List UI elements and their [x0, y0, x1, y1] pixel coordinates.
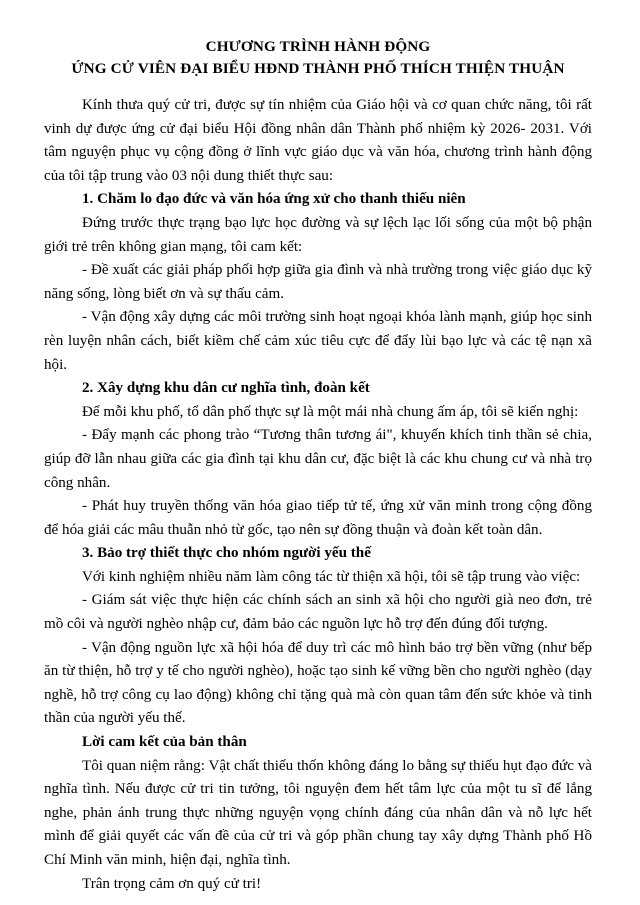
section-2-lead: Để mỗi khu phố, tổ dân phố thực sự là một mái nhà chung ấm áp, tôi sẽ kiến nghị: [82, 403, 579, 420]
intro-paragraph: Kính thưa quý cử tri, được sự tín nhiệm của Giáo hội và cơ quan chức năng, tôi rất vinh dự được ứng cử đại biểu Hội đồng nhân dân Thành phố nhiệm kỳ 2026- 2031. Với tâm nguyện phục vụ cộng đồng ở lĩnh vực giáo dục và văn hóa, chương trình hành động của tôi tập trung vào 03 nội dung thiết thực sau: [44, 97, 592, 184]
section-3-bullet-1: - Giám sát việc thực hiện các chính sách an sinh xã hội cho người già neo đơn, trẻ mồ côi và người nghèo nhập cư, đảm bảo các nguồn lực hỗ trợ đến đúng đối tượng. [44, 592, 592, 633]
title-line-2: ỨNG CỬ VIÊN ĐẠI BIỂU HĐND THÀNH PHỐ THÍCH THIỆN THUẬN [71, 60, 565, 77]
section-2-bullet-1: - Đẩy mạnh các phong trào “Tương thân tương ái", khuyến khích tinh thần sẻ chia, giúp đỡ lẫn nhau giữa các gia đình tại khu dân cư, đặc biệt là các khu chung cư và nhà trọ công nhân. [44, 427, 592, 491]
section-3-bullet-2: - Vận động nguồn lực xã hội hóa để duy trì các mô hình bảo trợ bền vững (như bếp ăn từ thiện, hỗ trợ y tế cho người nghèo), hoặc tạo sinh kế vững bền cho người nghèo (dạy nghề, hỗ trợ công cụ lao động) không chỉ tặng quà mà còn quan tâm đến sức khỏe và tinh thần của người yếu thế. [44, 639, 592, 727]
document-title [44, 36, 592, 80]
section-1-bullet-1: - Đề xuất các giải pháp phối hợp giữa gia đình và nhà trường trong việc giáo dục kỹ năng sống, lòng biết ơn và sự thấu cảm. [44, 262, 592, 302]
commitment-body: Tôi quan niệm rằng: Vật chất thiếu thốn không đáng lo bằng sự thiếu hụt đạo đức và nghĩa tình. Nếu được cử tri tin tưởng, tôi nguyện đem hết tâm lực của một tu sĩ để lắng nghe, phản ánh trung thực những nguyện vọng chính đáng của nhân dân và nỗ lực hết mình để giải quyết các vấn đề của cử tri và góp phần chung tay xây dựng Thành phố Hồ Chí Minh văn minh, hiện đại, nghĩa tình. [44, 757, 592, 868]
title-line-1: CHƯƠNG TRÌNH HÀNH ĐỘNG [205, 38, 431, 55]
closing-line: Trân trọng cảm ơn quý cử tri! [82, 875, 262, 892]
section-1-heading: 1. Chăm lo đạo đức và văn hóa ứng xử cho thanh thiếu niên [82, 191, 466, 208]
commitment-heading: Lời cam kết của bản thân [82, 734, 247, 751]
section-1-bullet-2: - Vận động xây dựng các môi trường sinh hoạt ngoại khóa lành mạnh, giúp học sinh rèn luyện nhân cách, biết kiềm chế cảm xúc tiêu cực để đẩy lùi bạo lực và các tệ nạn xã hội. [44, 309, 592, 373]
section-3-heading: 3. Bảo trợ thiết thực cho nhóm người yếu thế [82, 545, 371, 562]
document-body [44, 94, 592, 896]
section-3-lead: Với kinh nghiệm nhiều năm làm công tác từ thiện xã hội, tôi sẽ tập trung vào việc: [82, 568, 581, 585]
section-1-lead: Đứng trước thực trạng bạo lực học đường và sự lệch lạc lối sống của một bộ phận giới trẻ trên không gian mạng, tôi cam kết: [44, 214, 592, 255]
section-2-heading: 2. Xây dựng khu dân cư nghĩa tình, đoàn kết [82, 380, 370, 397]
section-2-bullet-2: - Phát huy truyền thống văn hóa giao tiếp tử tế, ứng xử văn minh trong cộng đồng để hóa giải các mâu thuẫn nhỏ từ gốc, tạo nên sự đồng thuận và đoàn kết toàn dân. [44, 498, 592, 538]
